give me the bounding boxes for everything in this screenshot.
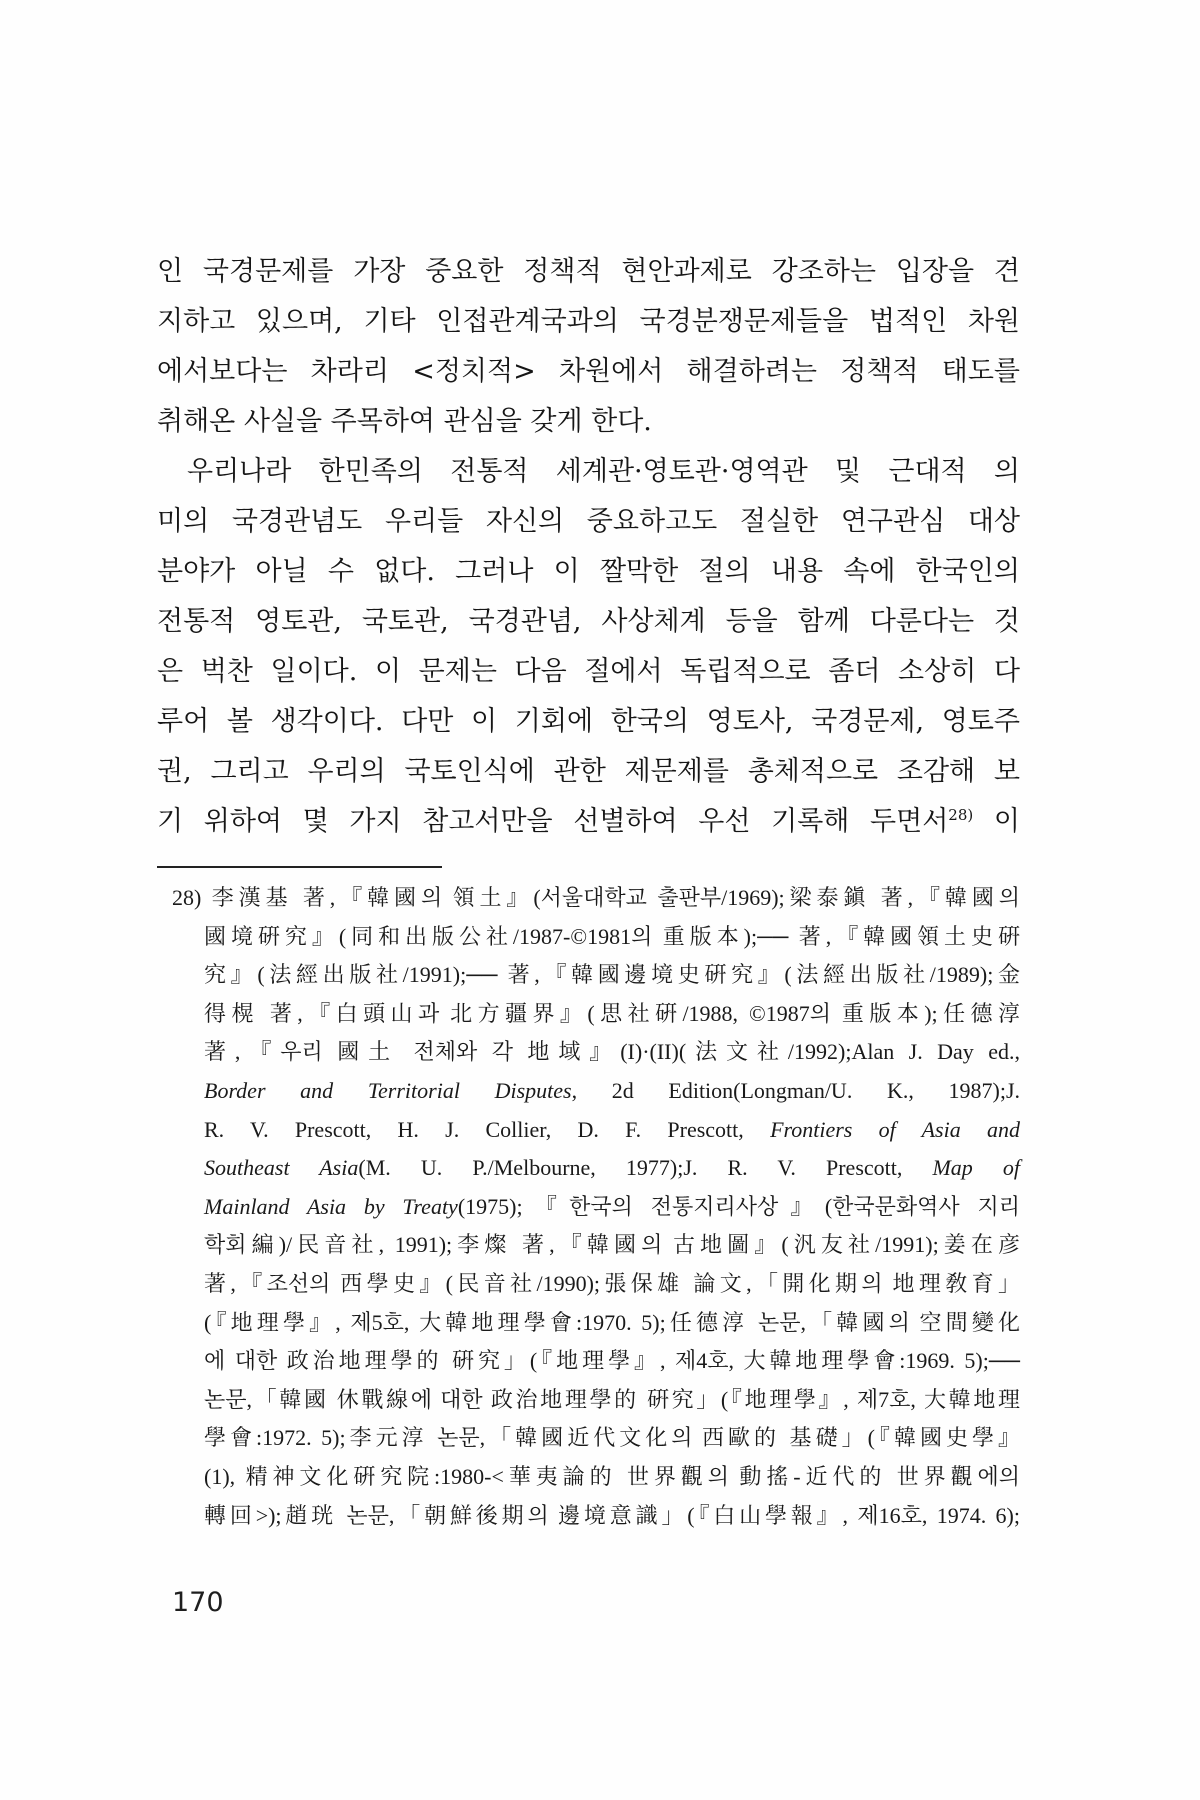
footnote-segment: 轉回>);趙珖 논문,「朝鮮後期의 邊境意識」(『白山學報』, 제16호, 1974. 6); (204, 1502, 1020, 1528)
footnote-line (204, 1381, 1020, 1420)
footnote-segment: 國境硏究』(同和出版公社/1987-©1981의 重版本);── 著,『韓國領土史硏 (204, 923, 1020, 949)
text-segment: 기 위하여 몇 가지 참고서만을 선별하여 우선 기록해 두면서 (157, 806, 949, 837)
text-line: 권, 그리고 우리의 국토인식에 관한 제문제를 총체적으로 조감해 보 (157, 756, 1020, 787)
text-line: 우리나라 한민족의 전통적 세계관·영토관·영역관 및 근대적 의 (187, 456, 1020, 487)
text-segment: 이 (973, 806, 1020, 837)
body-text (157, 247, 1020, 847)
footnote-segment: 得榥 著,『白頭山과 北方疆界』(思社硏/1988, ©1987의 重版本);任德淳 (204, 1000, 1020, 1026)
footnote-line (204, 1033, 1020, 1072)
footnote-line (172, 879, 1020, 918)
footnote-line (204, 1497, 1020, 1536)
footnote-segment: 著,『조선의 西學史』(民音社/1990);張保雄 論文,「開化期의 地理敎育」 (204, 1270, 1020, 1296)
text-line: 에서보다는 차라리 <정치적> 차원에서 해결하려는 정책적 태도를 (157, 356, 1020, 387)
footnote-line (204, 1419, 1020, 1458)
text-line (157, 797, 1020, 847)
footnote-segment: 李漢基 著,『韓國의 領土』(서울대학교 출판부/1969);梁泰鎭 著,『韓國의 (211, 885, 1021, 910)
text-line: 미의 국경관념도 우리들 자신의 중요하고도 절실한 연구관심 대상 (157, 506, 1020, 537)
italic-title: Map of (932, 1155, 1021, 1181)
text-line: 전통적 영토관, 국토관, 국경관념, 사상체계 등을 함께 다룬다는 것 (157, 606, 1020, 637)
text-line: 루어 볼 생각이다. 다만 이 기회에 한국의 영토사, 국경문제, 영토주 (157, 706, 1020, 737)
text-line: 인 국경문제를 가장 중요한 정책적 현안과제로 강조하는 입장을 견 (157, 256, 1020, 287)
italic-title: Border and Territorial Disputes (204, 1077, 572, 1103)
footnote-segment: 학회編)/民音社, 1991);李燦 著,『韓國의 古地圖』(汎友社/1991);姜在彦 (204, 1232, 1020, 1258)
footnote-line (204, 918, 1020, 957)
footnote-line (204, 1265, 1020, 1304)
italic-title: Frontiers of Asia and (770, 1116, 1020, 1142)
footnote-line (204, 1226, 1020, 1265)
footnote-segment: R. V. Prescott, H. J. Collier, D. F. Prescott, (204, 1116, 771, 1142)
italic-title: Southeast Asia (204, 1155, 359, 1181)
footnote-line (204, 1188, 1020, 1227)
paragraph (157, 447, 1020, 847)
footnote-line (204, 1149, 1020, 1188)
footnote-line (204, 1111, 1020, 1150)
text-line: 은 벅찬 일이다. 이 문제는 다음 절에서 독립적으로 좀더 소상히 다 (157, 656, 1020, 687)
footnote-segment: 에 대한 政治地理學的 硏究」(『地理學』, 제4호, 大韓地理學會:1969. 5);── (204, 1348, 1020, 1374)
page-number: 170 (172, 1587, 224, 1618)
footnote-segment: (M. U. P./Melbourne, 1977);J. R. V. Prescott, (358, 1155, 933, 1181)
footnote-segment: (1975);『한국의 전통지리사상』(한국문화역사 지리 (457, 1193, 1020, 1219)
paragraph (157, 247, 1020, 447)
footnote (172, 879, 1021, 1535)
footnote-line (204, 1458, 1020, 1497)
footnote-segment: , 2d Edition(Longman/U. K., 1987);J. (571, 1077, 1021, 1103)
footnote-segment: 究』(法經出版社/1991);── 著,『韓國邊境史硏究』(法經出版社/1989);金 (204, 962, 1020, 988)
footnote-segment: 논문,「韓國 休戰線에 대한 政治地理學的 硏究」(『地理學』, 제7호, 大韓地理 (204, 1386, 1020, 1412)
footnote-reference: 28) (948, 806, 974, 824)
italic-title: Mainland Asia by Treaty (204, 1193, 458, 1219)
text-line: 취해온 사실을 주목하여 관심을 갖게 한다. (157, 406, 652, 437)
footnote-rule (157, 866, 442, 868)
footnote-marker: 28) (172, 885, 202, 910)
footnote-line (204, 1342, 1020, 1381)
text-line: 분야가 아닐 수 없다. 그러나 이 짤막한 절의 내용 속에 한국인의 (157, 556, 1020, 587)
text-line: 지하고 있으며, 기타 인접관계국과의 국경분쟁문제들을 법적인 차원 (157, 306, 1020, 337)
footnote-segment: 著,『우리 國土 전체와 각 地域』(I)·(II)(法文社/1992);Alan J. Day ed., (204, 1039, 1020, 1065)
footnote-line (204, 956, 1020, 995)
footnote-line (204, 1304, 1020, 1343)
footnote-segment: 學會:1972. 5);李元淳 논문,「韓國近代文化의 西歐的 基礎」(『韓國史學』 (204, 1425, 1020, 1451)
footnote-segment: (『地理學』, 제5호, 大韓地理學會:1970. 5);任德淳 논문,「韓國의 空間變化 (204, 1309, 1020, 1335)
footnote-line (204, 1072, 1020, 1111)
footnote-line (204, 995, 1020, 1034)
footnote-segment: (1), 精神文化硏究院:1980-<華夷論的 世界觀의 動搖-近代的 世界觀에의 (204, 1463, 1020, 1489)
